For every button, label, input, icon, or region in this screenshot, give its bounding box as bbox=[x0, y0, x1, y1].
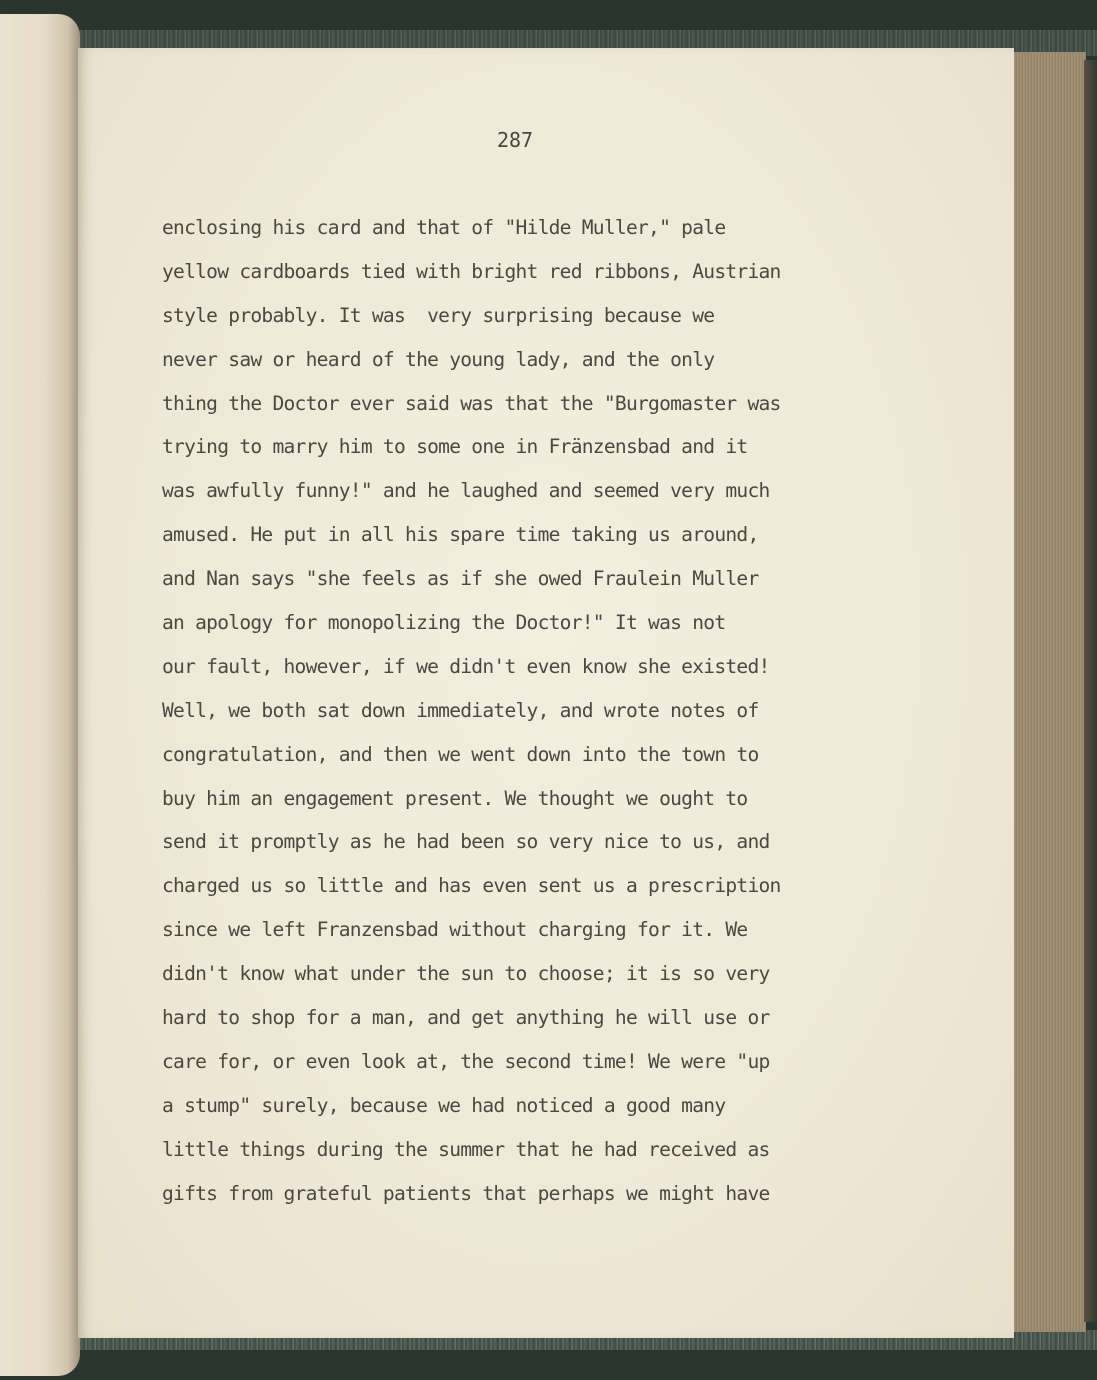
text-line: buy him an engagement present. We thought we ought to bbox=[162, 786, 748, 810]
text-line: care for, or even look at, the second time! We were "up bbox=[162, 1049, 770, 1073]
text-line: was awfully funny!" and he laughed and seemed very much bbox=[162, 479, 770, 503]
text-line: thing the Doctor ever said was that the "Burgomaster was bbox=[162, 391, 781, 415]
text-line: yellow cardboards tied with bright red ribbons, Austrian bbox=[162, 259, 781, 283]
text-line: style probably. It was very surprising because we bbox=[162, 303, 715, 327]
text-line: congratulation, and then we went down into the town to bbox=[162, 742, 759, 766]
text-line: trying to marry him to some one in Fränzensbad and it bbox=[162, 435, 748, 459]
text-line: an apology for monopolizing the Doctor!" It was not bbox=[162, 611, 726, 635]
page-block-edge bbox=[1012, 52, 1086, 1332]
text-line: never saw or heard of the young lady, and the only bbox=[162, 347, 715, 371]
text-line: Well, we both sat down immediately, and wrote notes of bbox=[162, 698, 759, 722]
text-line: send it promptly as he had been so very nice to us, and bbox=[162, 830, 770, 854]
text-line: enclosing his card and that of "Hilde Muller," pale bbox=[162, 216, 726, 239]
text-line: didn't know what under the sun to choose; it is so very bbox=[162, 962, 770, 986]
text-line: a stump" surely, because we had noticed a good many bbox=[162, 1093, 726, 1117]
left-page-edge bbox=[0, 14, 80, 1376]
text-line: and Nan says "she feels as if she owed Fraulein Muller bbox=[162, 567, 759, 591]
text-line: charged us so little and has even sent us a prescription bbox=[162, 874, 781, 898]
book-spine-shadow bbox=[1084, 60, 1097, 1322]
text-line: our fault, however, if we didn't even know she existed! bbox=[162, 654, 770, 678]
page-number: 287 bbox=[496, 128, 534, 152]
typewritten-text bbox=[162, 206, 922, 1215]
text-line: since we left Franzensbad without charging for it. We bbox=[162, 918, 748, 942]
text-line: amused. He put in all his spare time taking us around, bbox=[162, 523, 759, 547]
text-line: little things during the summer that he had received as bbox=[162, 1137, 770, 1161]
text-line: hard to shop for a man, and get anything he will use or bbox=[162, 1006, 770, 1030]
text-line: gifts from grateful patients that perhaps we might have bbox=[162, 1181, 770, 1205]
